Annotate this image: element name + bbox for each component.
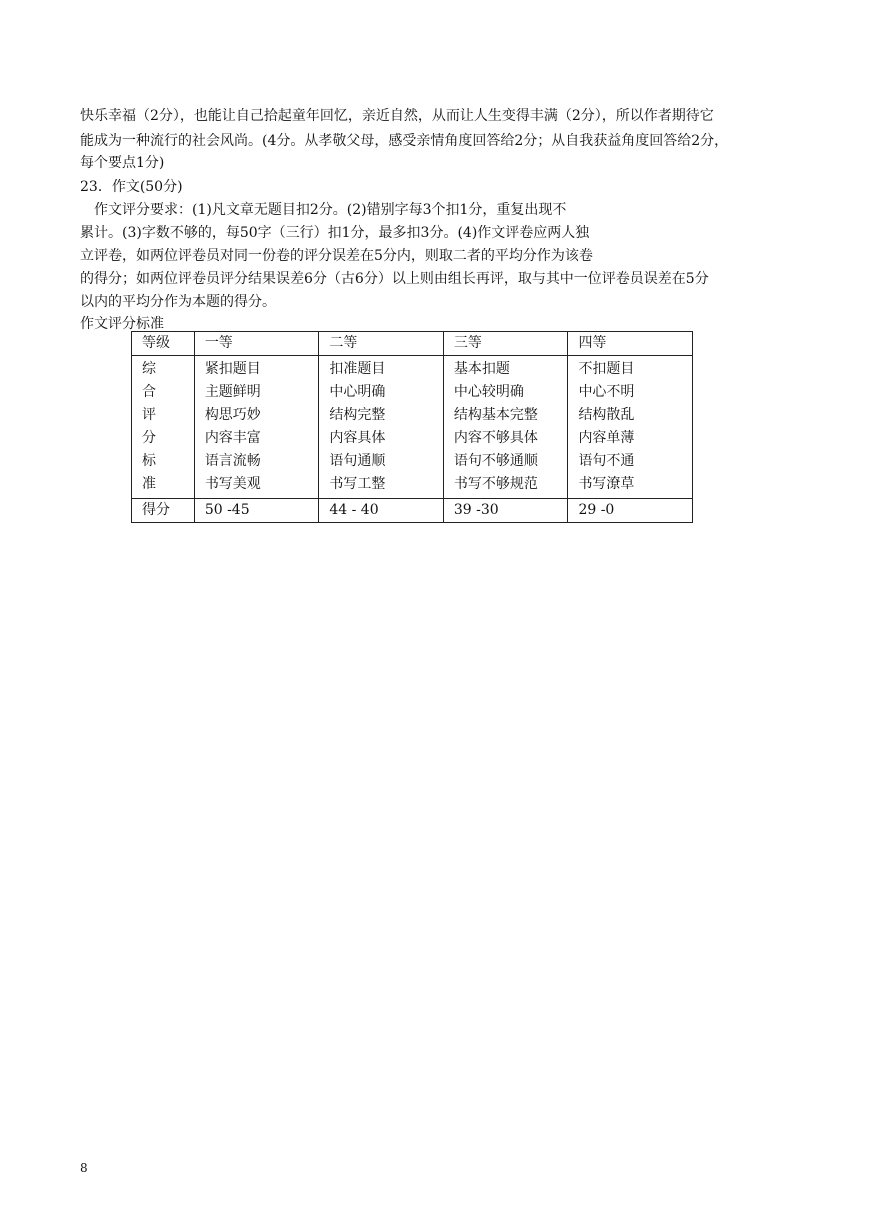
criteria-item: 书写美观 <box>204 476 261 492</box>
criteria-item: 语言流畅 <box>204 453 261 469</box>
table-score-row <box>132 499 693 523</box>
paragraph-line: 能成为一种流行的社会风尚。(4分。从孝敬父母，感受亲情角度回答给2分；从自我获益角度回答给2分， <box>80 133 729 149</box>
criteria-item: 结构基本完整 <box>453 407 538 423</box>
grade-2-criteria-cell <box>319 356 444 499</box>
paragraph-line: 立评卷，如两位评卷员对同一份卷的评分误差在5分内，则取二者的平均分作为该卷 <box>80 248 593 264</box>
score-range-cell: 44 - 40 <box>319 499 444 523</box>
criteria-item: 语句不够通顺 <box>453 453 538 469</box>
criteria-item: 内容丰富 <box>204 430 261 446</box>
criteria-item: 紧扣题目 <box>204 361 261 377</box>
criteria-item: 语句不通 <box>578 453 635 469</box>
table-criteria-row <box>132 356 693 499</box>
criteria-label-char: 准 <box>142 476 156 492</box>
score-range-cell: 39 -30 <box>443 499 568 523</box>
criteria-item: 书写潦草 <box>578 476 635 492</box>
page-number: 8 <box>80 1161 88 1175</box>
criteria-item: 基本扣题 <box>453 361 510 377</box>
criteria-item: 内容具体 <box>329 430 386 446</box>
table-header-row <box>132 332 693 356</box>
paragraph-line: 作文评分要求：(1)凡文章无题目扣2分。(2)错别字每3个扣1分，重复出现不 <box>94 202 567 218</box>
grade-3-criteria-cell <box>443 356 568 499</box>
criteria-label-char: 评 <box>142 407 156 423</box>
grade-1-criteria-cell <box>194 356 319 499</box>
paragraph-line: 的得分；如两位评卷员评分结果误差6分（古6分）以上则由组长再评，取与其中一位评卷员误差在5分 <box>80 271 709 287</box>
criteria-item: 内容不够具体 <box>453 430 538 446</box>
paragraph-line: 以内的平均分作为本题的得分。 <box>80 294 276 310</box>
criteria-item: 主题鲜明 <box>204 384 261 400</box>
table-header-cell: 三等 <box>443 332 568 356</box>
criteria-item: 内容单薄 <box>578 430 635 446</box>
paragraph-line: 快乐幸福（2分），也能让自己拾起童年回忆，亲近自然，从而让人生变得丰满（2分），所以作者期待它 <box>80 108 714 124</box>
table-header-cell: 等级 <box>132 332 195 356</box>
table-header-cell: 二等 <box>319 332 444 356</box>
table-title: 作文评分标准 <box>80 316 164 332</box>
criteria-label-char: 综 <box>142 361 156 377</box>
criteria-label-char: 合 <box>142 384 156 400</box>
criteria-item: 不扣题目 <box>578 361 635 377</box>
grading-standard-table <box>131 331 693 523</box>
criteria-label-cell <box>132 356 195 499</box>
criteria-item: 构思巧妙 <box>204 407 261 423</box>
criteria-label-char: 分 <box>142 430 156 446</box>
criteria-item: 语句通顺 <box>329 453 386 469</box>
score-range-cell: 50 -45 <box>194 499 319 523</box>
criteria-item: 扣准题目 <box>329 361 386 377</box>
table-header-cell: 一等 <box>194 332 319 356</box>
criteria-item: 中心较明确 <box>453 384 524 400</box>
paragraph-line: 每个要点1分) <box>80 155 165 171</box>
criteria-item: 结构完整 <box>329 407 386 423</box>
score-range-cell: 29 -0 <box>568 499 693 523</box>
table-header-cell: 四等 <box>568 332 693 356</box>
criteria-item: 中心明确 <box>329 384 386 400</box>
criteria-item: 中心不明 <box>578 384 635 400</box>
score-label-cell: 得分 <box>132 499 195 523</box>
criteria-item: 书写工整 <box>329 476 386 492</box>
grade-4-criteria-cell <box>568 356 693 499</box>
criteria-item: 书写不够规范 <box>453 476 538 492</box>
paragraph-line: 累计。(3)字数不够的，每50字（三行）扣1分，最多扣3分。(4)作文评卷应两人独 <box>80 225 590 241</box>
criteria-label-char: 标 <box>142 453 156 469</box>
criteria-item: 结构散乱 <box>578 407 635 423</box>
question-heading: 23．作文(50分) <box>80 179 183 195</box>
